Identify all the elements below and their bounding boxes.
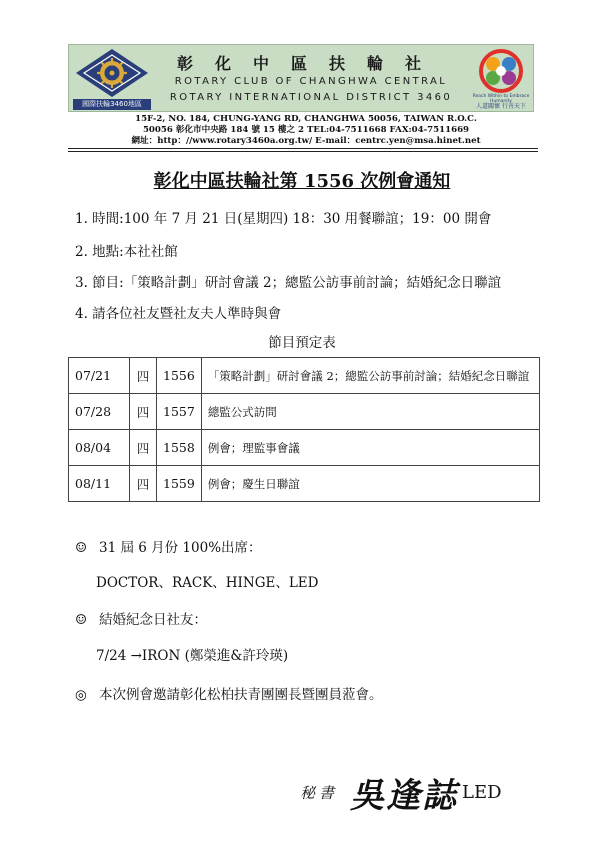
schedule-program: 「策略計劃」研討會議 2；總監公訪事前討論；結婚紀念日聯誼 (201, 358, 539, 394)
schedule-program: 例會；理監事會議 (201, 430, 539, 466)
schedule-date: 08/04 (69, 430, 130, 466)
anniversary-entry: 7/24 →IRON (鄭榮進&許玲瑛) (96, 648, 289, 664)
table-row (69, 466, 540, 502)
smiley-icon: ☺ (75, 540, 88, 556)
district-logo-caption: 國際扶輪3460地區 (73, 99, 151, 110)
signature-title: 秘書 (300, 784, 339, 802)
district-name-english: ROTARY INTERNATIONAL DISTRICT 3460 (169, 92, 453, 103)
table-row (69, 394, 540, 430)
attendance-names: DOCTOR、RACK、HINGE、LED (96, 575, 319, 591)
guest-note-line (75, 683, 383, 703)
schedule-meeting-number: 1557 (157, 394, 202, 430)
schedule-meeting-number: 1559 (157, 466, 202, 502)
attendance-heading-line (75, 536, 262, 556)
header-divider (68, 148, 538, 149)
schedule-weekday: 四 (130, 466, 157, 502)
smiley-icon: ☺ (75, 612, 88, 628)
club-name-english: ROTARY CLUB OF CHANGHWA CENTRAL (174, 76, 448, 87)
schedule-date: 07/21 (69, 358, 130, 394)
signature-block (300, 768, 502, 817)
signature-english-name: LED (462, 782, 502, 803)
theme-logo (471, 48, 531, 94)
anniversary-heading-line (75, 608, 207, 628)
schedule-weekday: 四 (130, 430, 157, 466)
notice-item-location: 2. 地點:本社社館 (75, 244, 178, 260)
notice-item-program: 3. 節目:「策略計劃」研討會議 2；總監公訪事前討論；結婚紀念日聯誼 (75, 275, 502, 291)
signature-name: 吳逢誌 (350, 776, 459, 816)
address-chinese-contact: 50056 彰化市中央路 184 號 15 樓之 2 TEL:04-7511668 FAX:04-7511669 (142, 125, 470, 135)
table-row (69, 430, 540, 466)
schedule-table (68, 357, 540, 502)
schedule-weekday: 四 (130, 394, 157, 430)
attendance-heading: 31 屆 6 月份 100%出席： (99, 540, 262, 556)
website-email: 網址：http：//www.rotary3460a.org.tw/ E-mail：centrc.yen@msa.hinet.net (131, 136, 481, 146)
club-name-chinese: 彰化中區扶輪社 (176, 54, 443, 73)
address-english: 15F-2, NO. 184, CHUNG-YANG RD, CHANGHWA 50056, TAIWAN R.O.C. (135, 114, 477, 124)
theme-caption-english: Reach Within to Embrace Humanity (472, 94, 530, 104)
notice-item-time: 1. 時間:100 年 7 月 21 日(星期四) 18：30 用餐聯誼；19：00 開會 (75, 211, 492, 227)
notice-title-text: 彰化中區扶輪社第 1556 次例會通知 (153, 171, 451, 192)
schedule-date: 07/28 (69, 394, 130, 430)
schedule-meeting-number: 1556 (157, 358, 202, 394)
rotary-wheel-logo (75, 48, 149, 98)
anniversary-heading: 結婚紀念日社友： (99, 612, 207, 628)
schedule-weekday: 四 (130, 358, 157, 394)
schedule-program: 總監公式訪問 (201, 394, 539, 430)
notice-item-attendance: 4. 請各位社友暨社友夫人準時與會 (75, 306, 282, 322)
bullseye-icon: ◎ (75, 687, 87, 703)
schedule-program: 例會；慶生日聯誼 (201, 466, 539, 502)
schedule-title: 節目預定表 (268, 335, 336, 351)
guest-note: 本次例會邀請彰化松柏扶青團團長暨團員蒞會。 (99, 687, 383, 703)
schedule-date: 08/11 (69, 466, 130, 502)
header-divider (68, 151, 538, 152)
schedule-meeting-number: 1558 (157, 430, 202, 466)
table-row (69, 358, 540, 394)
theme-caption-chinese: 人道關懷 行善天下 (476, 103, 526, 110)
letterhead (68, 44, 534, 112)
notice-title (0, 167, 604, 193)
